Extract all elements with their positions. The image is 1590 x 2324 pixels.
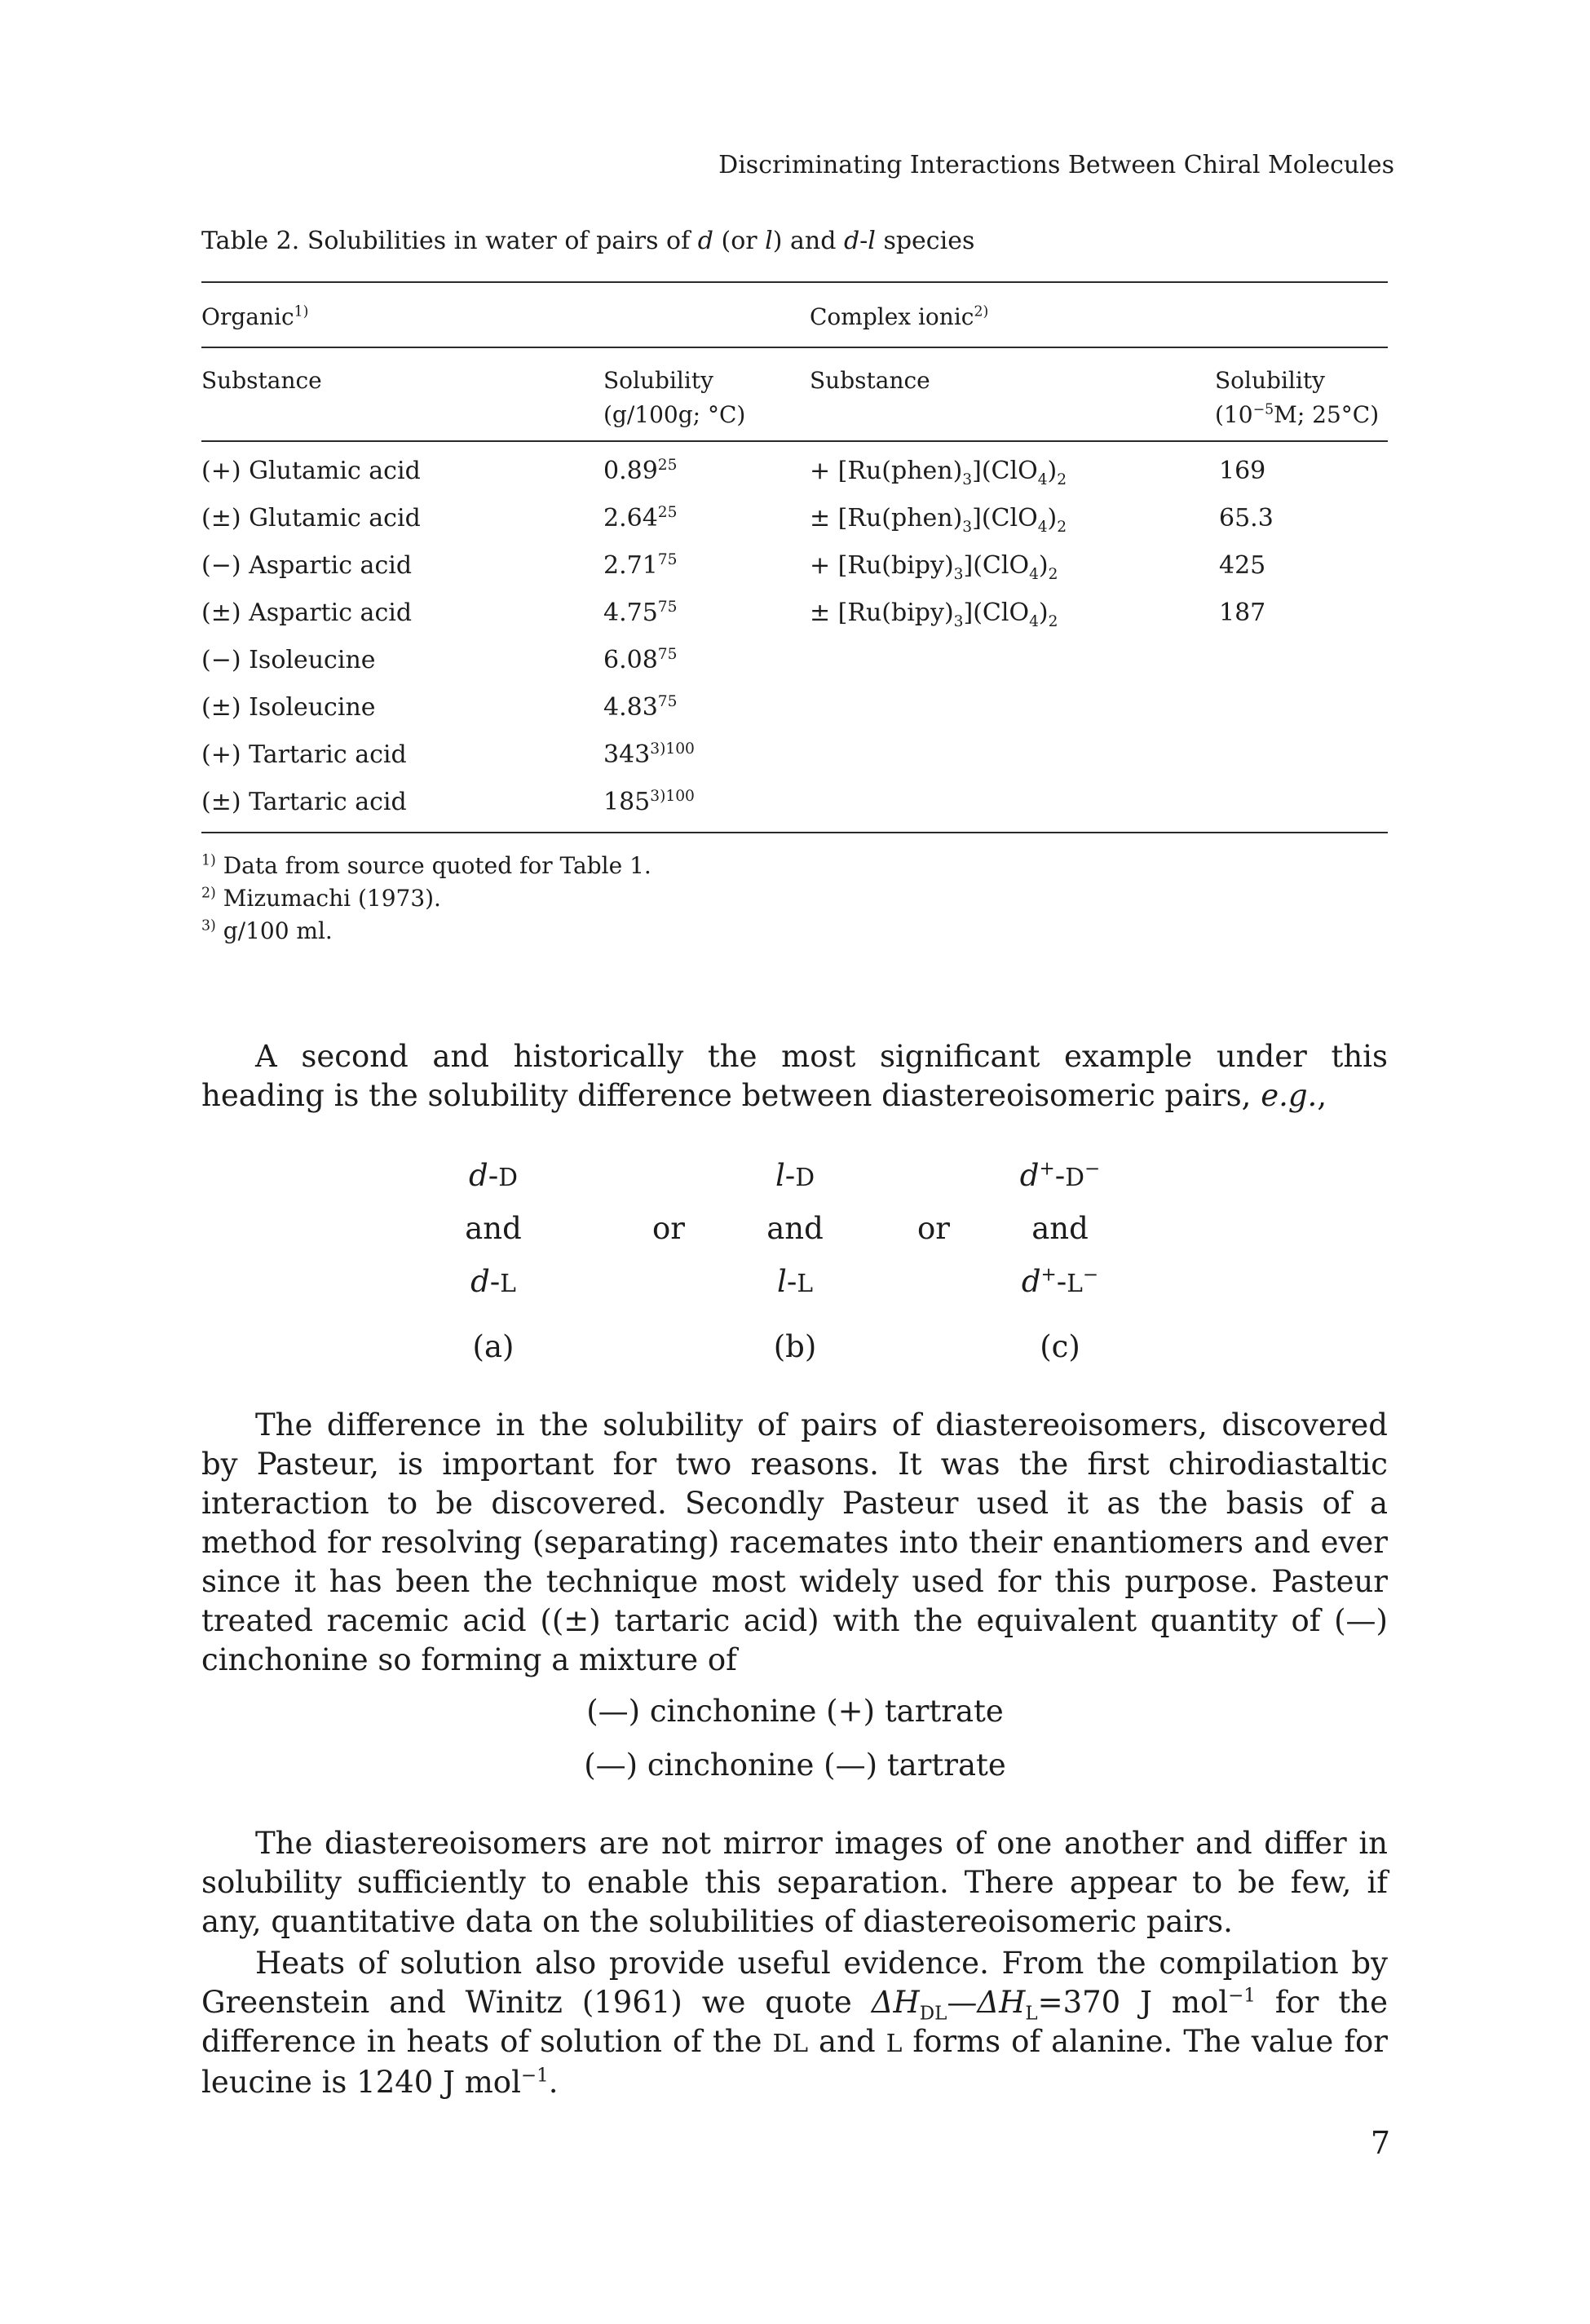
table-row bbox=[201, 646, 1388, 693]
table-row bbox=[201, 693, 1388, 740]
row-complex-substance: + $[Ru(phen)_3](ClO_4)_2$ bbox=[810, 457, 1067, 488]
group-organic: Organic$^{1)}$ bbox=[201, 303, 309, 330]
paragraph-4: Heats of solution also provide useful evidence. From the compilation by Greenstein and Winitz (1961) we quote $\Delta H_{DL}—\Delta H_L=370$ J mol$^{-1}$ for the difference in heats of solution of the DL and L forms of alanine. The value for leucine is 1240 J mol$^{-1}$. bbox=[201, 1946, 1388, 2100]
table-row bbox=[201, 740, 1388, 788]
row-substance: (±) Aspartic acid bbox=[201, 599, 413, 627]
table-top-rule bbox=[201, 281, 1388, 283]
pair-c-top: d+-D− bbox=[1019, 1158, 1101, 1193]
table-header-rule bbox=[201, 440, 1388, 442]
footnote-2: $^{2)}$ Mizumachi (1973). bbox=[201, 885, 441, 912]
table-caption: Table 2. Solubilities in water of pairs of d (or l) and d-l species bbox=[201, 227, 975, 255]
pair-c-and: and bbox=[1031, 1211, 1089, 1246]
mixture-line-1: (—) cinchonine (+) tartrate bbox=[586, 1694, 1004, 1729]
row-complex-solubility: 65.3 bbox=[1219, 504, 1274, 532]
row-complex-substance: ± $[Ru(bipy)_3](ClO_4)_2$ bbox=[810, 599, 1058, 630]
mixture-line-2: (—) cinchonine (—) tartrate bbox=[584, 1747, 1006, 1783]
pair-a-top: d-D bbox=[469, 1158, 518, 1193]
row-complex-substance: ± $[Ru(phen)_3](ClO_4)_2$ bbox=[810, 504, 1067, 536]
row-solubility: $185^{3)100}$ bbox=[603, 788, 695, 816]
table-row bbox=[201, 551, 1388, 599]
row-solubility: 6.08$^{75}$ bbox=[603, 646, 678, 674]
row-solubility: 4.83$^{75}$ bbox=[603, 693, 678, 722]
pair-a-label: (a) bbox=[472, 1329, 515, 1364]
pair-c-bottom: d+-L− bbox=[1021, 1264, 1099, 1299]
row-substance: (±) Tartaric acid bbox=[201, 788, 407, 816]
paragraph-1: A second and historically the most significant example under this heading is the solubility difference between diastereoisomeric pairs, e.g., bbox=[201, 1039, 1388, 1113]
pair-b-and: and bbox=[766, 1211, 824, 1246]
row-substance: (−) Isoleucine bbox=[201, 646, 376, 674]
pair-b-top: l-D bbox=[775, 1158, 815, 1193]
pair-a-bottom: d-L bbox=[470, 1264, 516, 1299]
header-complex-substance: Substance bbox=[810, 367, 930, 394]
pair-c-label: (c) bbox=[1040, 1329, 1080, 1364]
header-substance: Substance bbox=[201, 367, 322, 394]
or-2: or bbox=[917, 1211, 950, 1246]
running-head: Discriminating Interactions Between Chiral Molecules bbox=[718, 151, 1394, 179]
group-complex-ionic: Complex ionic$^{2)}$ bbox=[810, 303, 989, 330]
row-complex-solubility: 425 bbox=[1219, 551, 1266, 580]
row-substance: (±) Glutamic acid bbox=[201, 504, 421, 532]
footnotes bbox=[201, 850, 651, 948]
table-row bbox=[201, 457, 1388, 504]
row-solubility: 2.71$^{75}$ bbox=[603, 551, 678, 580]
or-1: or bbox=[652, 1211, 685, 1246]
row-substance: (−) Aspartic acid bbox=[201, 551, 413, 580]
header-solubility-complex: Solubility ($10^{-5}M$; 25°C) bbox=[1215, 367, 1380, 428]
header-solubility-organic: Solubility (g/100g; °C) bbox=[603, 367, 746, 428]
row-complex-solubility: 187 bbox=[1219, 599, 1266, 627]
page-number: 7 bbox=[1370, 2125, 1390, 2161]
footnote-1: $^{1)}$ Data from source quoted for Table 1. bbox=[201, 852, 651, 879]
row-solubility: 0.89$^{25}$ bbox=[603, 457, 678, 485]
row-solubility: 4.75$^{75}$ bbox=[603, 599, 678, 627]
row-substance: (+) Tartaric acid bbox=[201, 740, 407, 769]
pair-b-label: (b) bbox=[773, 1329, 817, 1364]
pair-b-bottom: l-L bbox=[776, 1264, 813, 1299]
paragraph-3: The diastereoisomers are not mirror images of one another and differ in solubility sufficiently to enable this separation. There appear to be few, if any, quantitative data on the solubilities of diastereoisomeric pairs. bbox=[201, 1826, 1388, 1939]
paragraph-2: The difference in the solubility of pairs of diastereoisomers, discovered by Pasteur, is important for two reasons. It was the first chirodiastaltic interaction to be discovered. Secondly Pasteur used it as the basis of a method for resolving (separating) racemates into their enantiomers and ever since it has been the technique most widely used for this purpose. Pasteur treated racemic acid ((±) tartaric acid) with the equivalent quantity of (—) cinchonine so forming a mixture of bbox=[201, 1407, 1388, 1677]
footnote-3: $^{3)}$ g/100 ml. bbox=[201, 917, 333, 944]
table-row bbox=[201, 788, 1388, 835]
row-substance: (+) Glutamic acid bbox=[201, 457, 421, 485]
pair-a-and: and bbox=[465, 1211, 522, 1246]
row-complex-solubility: 169 bbox=[1219, 457, 1266, 485]
row-substance: (±) Isoleucine bbox=[201, 693, 376, 722]
row-complex-substance: + $[Ru(bipy)_3](ClO_4)_2$ bbox=[810, 551, 1058, 583]
row-solubility: 2.64$^{25}$ bbox=[603, 504, 678, 532]
table-row bbox=[201, 599, 1388, 646]
table-group-rule bbox=[201, 347, 1388, 348]
row-solubility: $343^{3)100}$ bbox=[603, 740, 695, 769]
table-row bbox=[201, 504, 1388, 551]
